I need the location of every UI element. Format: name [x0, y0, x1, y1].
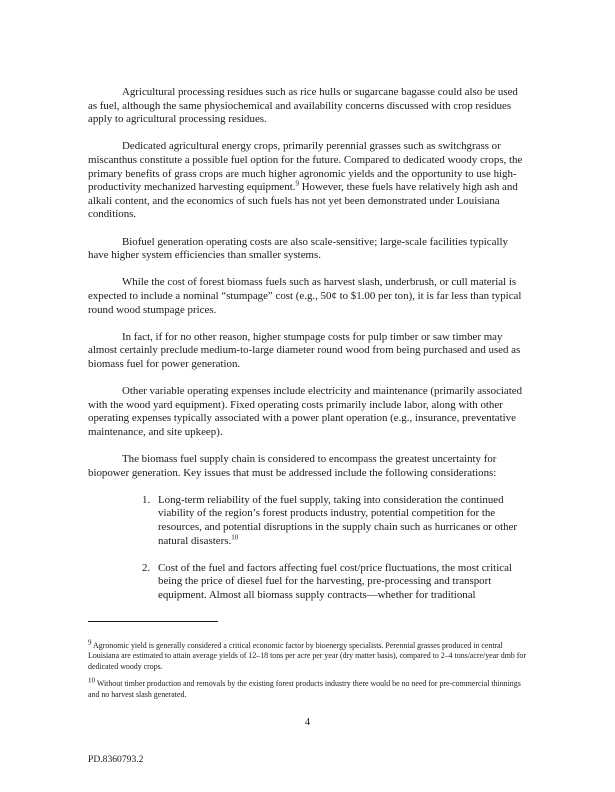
footnote-ref-10[interactable]: 10 [231, 532, 239, 541]
list-item-text: Long-term reliability of the fuel supply, taking into consideration the continued viability of the region’s forest products industry, potential competition for the resources, and potential disruptions in the supply chain such as hurricanes or other natural disasters. [158, 493, 517, 547]
footnote-separator [88, 621, 218, 622]
considerations-list [88, 494, 528, 603]
paragraph-energy-crops-text: Dedicated agricultural energy crops, primarily perennial grasses such as switchgrass or miscanthus constitute a possible fuel option for the future. Compared to dedicated woody crops, the primary benefits of grass crops are much higher agronomic yields and the opportunity to use high-productivity mechanized harvesting equipment. [88, 140, 523, 194]
list-item-text: Cost of the fuel and factors affecting fuel cost/price fluctuations, the most critical being the price of diesel fuel for the harvesting, pre-processing and transport equipment. Almost all biomass supply contracts—whether for traditional [158, 561, 512, 601]
paragraph-operating-costs: Biofuel generation operating costs are also scale-sensitive; large-scale facilities typically have higher system efficiencies than smaller systems. [88, 235, 508, 262]
paragraph-round-wood: In fact, if for no other reason, higher stumpage costs for pulp timber or saw timber may almost certainly preclude medium-to-large diameter round wood from being purchased and used as biomass fuel for power generation. [88, 330, 521, 370]
footnote-ref-9[interactable]: 9 [295, 179, 299, 188]
list-item [88, 562, 528, 603]
paragraph-stumpage-cost: While the cost of forest biomass fuels such as harvest slash, underbrush, or cull material is expected to include a nominal “stumpage” cost (e.g., 50¢ to $1.00 per ton), it is far less than typical round wood stumpage prices. [88, 276, 522, 316]
paragraph-energy-crops-tail: However, these fuels have relatively high ash and alkali content, and the economics of such fuels has not yet been demonstrated under Louisiana conditions. [88, 181, 518, 221]
list-item [88, 494, 528, 548]
footnote-9 [88, 638, 528, 672]
paragraph-supply-chain: The biomass fuel supply chain is considered to encompass the greatest uncertainty for biopower generation. Key issues that must be addressed include the following considerations: [88, 453, 497, 479]
footnote-number: 10 [88, 676, 95, 685]
footnote-text: Without timber production and removals by the existing forest products industry there would be no need for pre-commercial thinnings and no harvest slash generated. [88, 679, 521, 699]
paragraph-energy-crops [88, 140, 528, 222]
footnote-text: Agronomic yield is generally considered a critical economic factor by bioenergy specialists. Perennial grasses produced in central Louisiana are estimated to attain average yields of 12–18 tons per acre per year (dry matter basis), compared to 2–4 tons/acre/year dmb for dedicated woody crops. [88, 641, 526, 671]
paragraph-ag-residues: Agricultural processing residues such as rice hulls or sugarcane bagasse could also be used as fuel, although the same physiochemical and availability concerns discussed with crop residues apply to agricultural processing residues. [88, 86, 518, 126]
page-number: 4 [304, 717, 311, 728]
paragraph-variable-expenses: Other variable operating expenses include electricity and maintenance (primarily associated with the wood yard equipment). Fixed operating costs primarily include labor, along with other operating expenses typically associated with a power plant operation (e.g., insurance, preventative maintenance, and site upkeep). [88, 385, 523, 438]
body-text [88, 86, 528, 616]
footnotes [88, 638, 528, 707]
list-item-number: 1. [142, 493, 151, 506]
document-id: PD.8360793.2 [88, 754, 144, 765]
footnote-number: 9 [88, 638, 92, 647]
list-item-number: 2. [142, 561, 151, 574]
footnote-10 [88, 676, 528, 700]
